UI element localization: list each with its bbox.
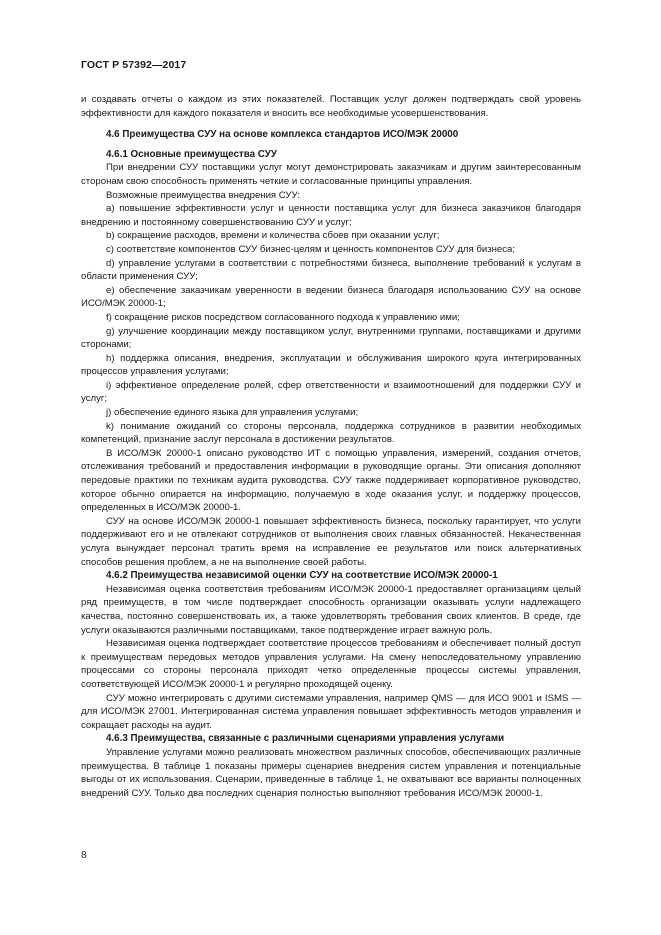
list-item: h) поддержка описания, внедрения, эксплуатации и обслуживания широкого круга интегрированных процессов управления услугами; [81,352,581,378]
list-item: g) улучшение координации между поставщиком услуг, внутренними группами, поставщиками и другими сторонами; [81,325,581,351]
document-header: ГОСТ Р 57392—2017 [81,59,187,71]
document-body [81,93,581,800]
paragraph: В ИСО/МЭК 20000-1 описано руководство ИТ с помощью управления, измерений, создания отчетов, отслеживания требований и предоставления информации в руководящие органы. Эти описания дополняют передовые практики по техникам аудита руководства. СУУ также поддерживает корпоративное руководство, которое обычно опирается на информацию, получаемую в ходе оказания услуг, и поддержку процессов, определенных в ИСО/МЭК 20000-1. [81,447,581,514]
list-item: a) повышение эффективности услуг и ценности поставщика услуг для бизнеса заказчиков благодаря внедрению и постоянному совершенствованию СУУ и услуг; [81,203,581,228]
list-item: e) обеспечение заказчикам уверенности в ведении бизнеса благодаря использованию СУУ на основе ИСО/МЭК 20000-1; [81,284,581,310]
list-item: k) понимание ожиданий со стороны персонала, поддержка сотрудников в развитии необходимых компетенций, признание заслуг персонала в достижении результатов. [81,420,581,446]
list-item: c) соответствие компонентов СУУ бизнес-целям и ценность компонентов СУУ для бизнеса; [106,243,516,255]
paragraph: Независимая оценка соответствия требованиям ИСО/МЭК 20000-1 предоставляет организациям целый ряд преимуществ, в том числе подтверждает способность организации оказывать услуги надлежащего качества, постоянно совершенствовать их, а также удовлетворять требования своих клиентов. В среде, где услуги оказываются различными поставщиками, такое подтверждение играет важную роль. [81,583,581,636]
page-number: 8 [81,850,87,861]
subsection-heading: 4.6.3 Преимущества, связанные с различными сценариями управления услугами [106,733,505,745]
list-item: d) управление услугами в соответствии с потребностями бизнеса, выполнение требований к услугам в области применения СУУ; [81,257,581,283]
paragraph: Возможные преимущества внедрения СУУ: [106,189,301,201]
paragraph: СУУ на основе ИСО/МЭК 20000-1 повышает эффективность бизнеса, поскольку гарантирует, что услуги поддерживают его и не отвлекают сотрудников от выполнения своих главных обязанностей. Некачественная услуга вынуждает персонал тратить время на исправление ее результатов или поиск альтернативных способов решения проблем, а не на выполнение своей работы. [81,515,581,568]
paragraph: Независимая оценка подтверждает соответствие процессов требованиям и обеспечивает полный доступ к преимуществам передовых методов управления услугами. На смену непоследовательному управлению процессами со стороны персонала приходят четко определенные процессы системы управления, соответствующей ИСО/МЭК 20000-1 и регулярно проходящей оценку. [81,638,581,690]
paragraph: СУУ можно интегрировать с другими системами управления, например QMS — для ИСО 9001 и ISMS — для ИСО/МЭК 27001. Интегрированная система управления повышает эффективность методов управления и сокращает расходы на аудит. [81,692,581,731]
subsection-heading: 4.6.2 Преимущества независимой оценки СУУ на соответствие ИСО/МЭК 20000-1 [106,570,498,582]
list-item: i) эффективное определение ролей, сфер ответственности и взаимоотношений для поддержки СУУ и услуг; [81,379,581,405]
list-item: j) обеспечение единого языка для управления услугами; [106,407,359,419]
subsection-heading: 4.6.1 Основные преимущества СУУ [106,148,277,160]
paragraph: При внедрении СУУ поставщики услуг могут демонстрировать заказчикам и другим заинтересованным сторонам свою способность применять четкие и согласованные принципы управления. [81,162,581,187]
paragraph: и создавать отчеты о каждом из этих показателей. Поставщик услуг должен подтверждать свой уровень эффективности для каждого показателя и вносить все необходимые усовершенствования. [81,94,581,119]
list-item: f) сокращение рисков посредством согласованного подхода к управлению ими; [106,311,460,323]
section-heading: 4.6 Преимущества СУУ на основе комплекса стандартов ИСО/МЭК 20000 [106,129,459,141]
paragraph: Управление услугами можно реализовать множеством различных способов, обеспечивающих различные преимущества. В таблице 1 показаны примеры сценариев внедрения систем управления и потенциальные выгоды от их использования. Сценарии, приведенные в таблице 1, не охватывают все варианты полноценных внедрений СУУ. Только два последних сценария полностью выполняют требования ИСО/МЭК 20000-1. [81,746,581,799]
list-item: b) сокращение расходов, времени и количества сбоев при оказании услуг; [106,230,440,242]
